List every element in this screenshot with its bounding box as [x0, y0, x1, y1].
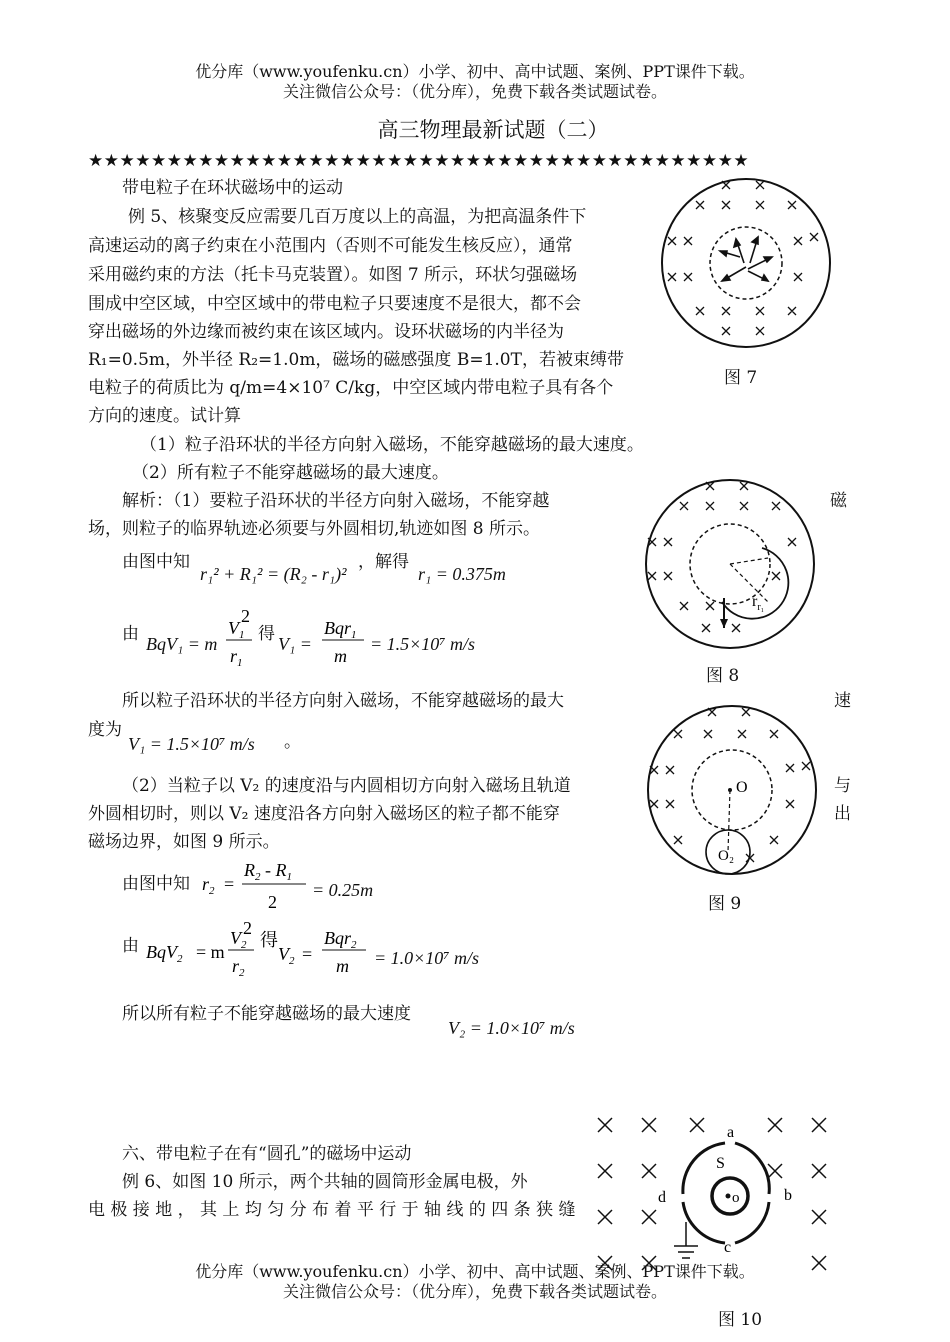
- problem-line: 方向的速度。试计算: [88, 406, 241, 426]
- problem-line-charge-ratio: 电粒子的荷质比为 q/m=4×10⁷ C/kg，中空区域内带电粒子具有各个: [88, 378, 614, 398]
- from-figure-text: 由图中知: [122, 552, 190, 572]
- conclusion-1b: 度为: [88, 720, 122, 740]
- conclusion-2: 所以所有粒子不能穿越磁场的最大速度: [122, 1004, 411, 1024]
- problem-line: 例 5、核聚变反应需要几百万度以上的高温，为把高温条件下: [128, 207, 587, 227]
- svg-text:r2: $r_2$: [232, 956, 245, 979]
- svg-text:r1: $r_1$: [230, 646, 243, 669]
- equation-r2-result: = 0.25m: [312, 880, 374, 900]
- figure-9-tangent-trajectory: [646, 704, 818, 876]
- problem-line: 穿出磁场的外边缘而被约束在该区域内。设环状磁场的内半径为: [88, 322, 564, 342]
- svg-text:2: 2: [243, 918, 252, 938]
- svg-text:S: S: [716, 1155, 725, 1172]
- example-6-line: 电 极 接 地 ， 其 上 均 匀 分 布 着 平 行 于 轴 线 的 四 条 狭 缝: [88, 1200, 576, 1220]
- figure-7-ring-field: [660, 177, 832, 349]
- svg-text:m: m: [334, 646, 347, 666]
- period: 。: [284, 732, 301, 752]
- solution-2-line: （2）当粒子以 V₂ 的速度沿与内圆相切方向射入磁场且轨道: [122, 776, 571, 796]
- problem-line: 采用磁约束的方法（托卡马克装置）。如图 7 所示，环状匀强磁场: [88, 265, 578, 285]
- svg-text:rr₁: $r_{r_1}$: [752, 593, 765, 613]
- figure-10-coaxial-electrodes: [594, 1112, 834, 1276]
- svg-text:Bqr1: Bqr$_1$: [324, 618, 357, 641]
- figure-7-caption: 图 7: [724, 368, 758, 388]
- solution-2-line: 磁场边界，如图 9 所示。: [88, 832, 280, 852]
- question-2: （2）所有粒子不能穿越磁场的最大速度。: [132, 463, 449, 483]
- v1-value: V₁ = 1.5×10⁷ m/s: [128, 734, 255, 754]
- from-figure-text-2: 由图中知: [122, 874, 190, 894]
- equation-r1-result: r₁ = 0.375m: [418, 564, 506, 584]
- solution-line: 解析：（1）要粒子沿环状的半径方向射入磁场，不能穿越: [122, 491, 550, 511]
- svg-text:2: 2: [241, 606, 250, 626]
- footer-line-1: 优分库（www.youfenku.cn）小学、初中、高中试题、案例、PPT课件下载。: [195, 1262, 755, 1281]
- section-heading-hole-field: 六、带电粒子在有“圆孔”的磁场中运动: [122, 1144, 412, 1164]
- svg-text:Bqr2: Bqr$_2$: [324, 928, 357, 951]
- header-line-1: 优分库（www.youfenku.cn）小学、初中、高中试题、案例、PPT课件下载。: [195, 62, 755, 81]
- solution-2-line-tail: 与: [834, 776, 851, 796]
- footer-line-2: 关注微信公众号：（优分库），免费下载各类试题试卷。: [282, 1282, 667, 1301]
- svg-text:O₂: O₂: [718, 848, 735, 864]
- problem-line: 围成中空区域，中空区域中的带电粒子只要速度不是很大，都不会: [88, 294, 581, 314]
- figure-8-critical-trajectory: [644, 478, 816, 650]
- svg-text:得: 得: [260, 930, 278, 950]
- v2-value: V₂ = 1.0×10⁷ m/s: [448, 1018, 575, 1038]
- svg-text:R2 - R1: $R_2 - R_1$: [244, 860, 292, 883]
- svg-text:m: m: [336, 956, 349, 976]
- svg-text:= m: = m: [196, 942, 225, 962]
- svg-text:V2: $V_2$: [278, 944, 295, 967]
- solution-2-line: 外圆相切时，则以 V₂ 速度沿各方向射入磁场区的粒子都不能穿: [88, 804, 560, 824]
- problem-line-radii: R₁=0.5m，外半径 R₂=1.0m，磁场的磁感强度 B=1.0T，若被束缚带: [88, 350, 624, 370]
- svg-text:o: o: [732, 1190, 740, 1206]
- section-heading-ring-field: 带电粒子在环状磁场中的运动: [122, 178, 343, 198]
- svg-text:=: =: [224, 874, 235, 894]
- figure-8-caption: 图 8: [706, 666, 740, 686]
- star-divider: ★★★★★★★★★★★★★★★★★★★★★★★★★★★★★★★★★★★★★★★★★★: [88, 151, 750, 171]
- fraction-bqr1-over-m: [320, 612, 366, 670]
- solution-2-line-tail: 出: [834, 804, 851, 824]
- equation-v1-rhs: V₁ =: [278, 634, 312, 654]
- you-text-2: 由: [122, 936, 139, 956]
- equation-r1: r₁² + R₁² = (R₂ - r₁)²: [200, 564, 347, 584]
- svg-text:BqV2: BqV$_2$: [146, 942, 183, 965]
- example-6-line: 例 6、如图 10 所示，两个共轴的圆筒形金属电极，外: [122, 1172, 528, 1192]
- figure-10-caption: 图 10: [718, 1310, 763, 1330]
- page-title: 高三物理最新试题（二）: [377, 118, 609, 142]
- conclusion-1-tail: 速: [834, 691, 851, 711]
- equation-v2-result: = 1.0×10⁷ m/s: [374, 948, 480, 968]
- svg-text:=: =: [302, 944, 313, 964]
- solution-line-tail: 磁: [830, 491, 847, 511]
- equation-v1-result: = 1.5×10⁷ m/s: [370, 634, 476, 654]
- problem-line: 高速运动的离子约束在小范围内（否则不可能发生核反应），通常: [88, 236, 573, 256]
- equation-r2: [200, 856, 310, 916]
- fraction-v1sq-over-r1: [224, 606, 254, 670]
- solve-word: ，解得: [358, 552, 409, 572]
- svg-text:b: b: [784, 1187, 792, 1204]
- svg-text:r2: $r_2$: [202, 874, 215, 897]
- svg-text:V2: $V_2$: [230, 928, 247, 951]
- svg-text:a: a: [727, 1124, 735, 1141]
- header-line-2: 关注微信公众号：（优分库），免费下载各类试题试卷。: [282, 82, 667, 101]
- svg-text:c: c: [724, 1239, 732, 1256]
- solution-line: 场，则粒子的临界轨迹必须要与外圆相切,轨迹如图 8 所示。: [88, 519, 541, 539]
- you-text: 由: [122, 624, 139, 644]
- svg-text:V1: $V_1$: [228, 618, 245, 641]
- svg-text:d: d: [658, 1189, 666, 1206]
- figure-9-caption: 图 9: [708, 894, 742, 914]
- svg-text:2: 2: [268, 892, 277, 912]
- equation-v1-lhs: BqV₁ = m: [146, 634, 218, 654]
- de-text: 得: [258, 624, 275, 644]
- conclusion-1: 所以粒子沿环状的半径方向射入磁场，不能穿越磁场的最大: [122, 691, 564, 711]
- question-1: （1）粒子沿环状的半径方向射入磁场，不能穿越磁场的最大速度。: [140, 435, 644, 455]
- svg-text:O: O: [736, 779, 748, 796]
